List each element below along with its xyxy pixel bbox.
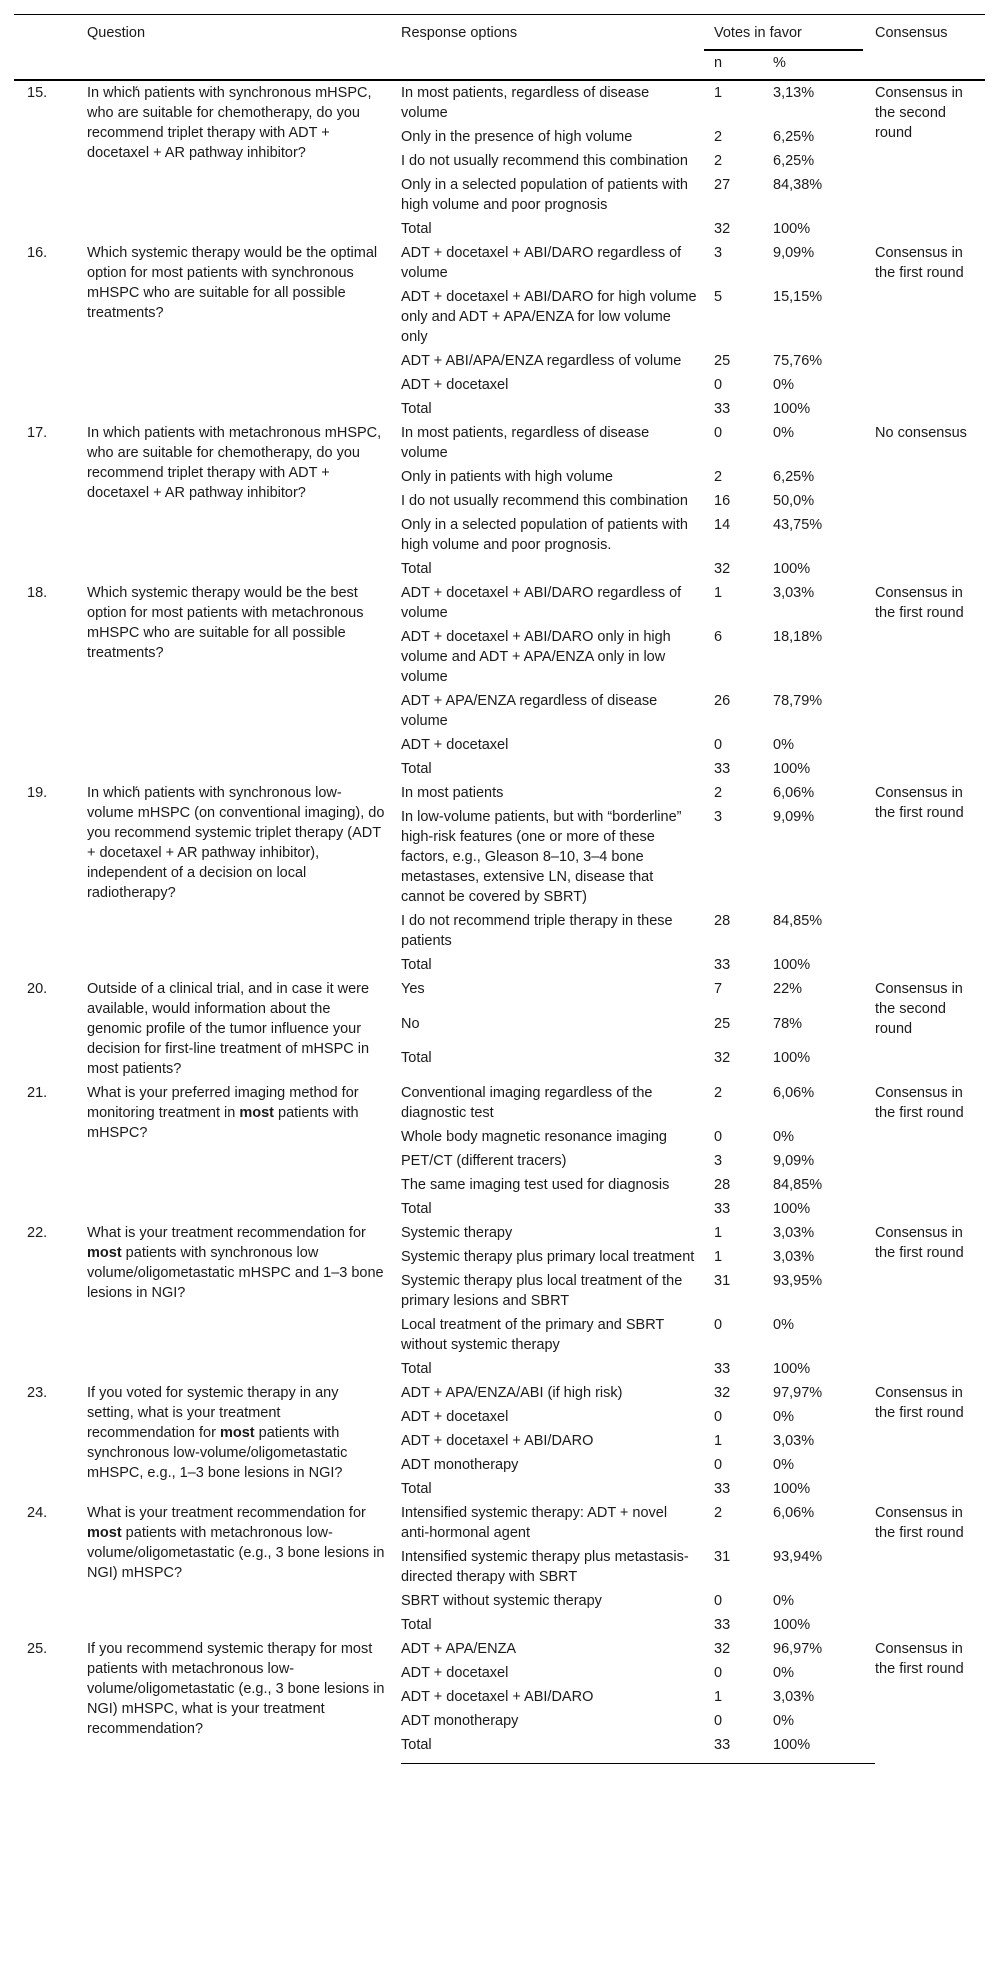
consensus-status: Consensus in the first round — [875, 1641, 964, 1677]
vote-percent: 15,15% — [773, 289, 823, 305]
vote-percent: 84,85% — [773, 1177, 823, 1193]
question-number: 18. — [27, 585, 48, 601]
vote-count: 0 — [714, 1457, 723, 1473]
vote-count: 6 — [714, 629, 723, 645]
response-option: ADT + ABI/APA/ENZA regardless of volume — [401, 353, 682, 369]
vote-count: 2 — [714, 1085, 723, 1101]
vote-percent: 0% — [773, 1129, 794, 1145]
vote-count: 2 — [714, 129, 723, 145]
response-option: ADT + docetaxel + ABI/DARO only in high volume and ADT + APA/ENZA only in low volume — [401, 629, 671, 685]
vote-count: 0 — [714, 1665, 723, 1681]
table-row — [14, 80, 985, 125]
vote-percent: 3,03% — [773, 1689, 815, 1705]
response-total-label: Total — [401, 1733, 714, 1764]
vote-percent: 9,09% — [773, 809, 815, 825]
question-text: In which́ patients with synchronous mHSPC, who are suitable for chemotherapy, do you recommend triplet therapy with ADT + docetaxel + AR pathway inhibitor? — [87, 85, 372, 161]
vote-percent: 3,03% — [773, 585, 815, 601]
vote-count: 28 — [714, 913, 731, 929]
question-fragment: What is your preferred imaging method for monitoring treatment in — [87, 1085, 359, 1121]
response-total-label: Total — [401, 1617, 432, 1633]
response-option: ADT + APA/ENZA regardless of disease volume — [401, 693, 658, 729]
vote-percent: 100% — [773, 561, 811, 577]
vote-count: 5 — [714, 289, 723, 305]
table-row — [14, 781, 985, 805]
response-option: Systemic therapy plus primary local treatment — [401, 1249, 695, 1265]
question-number: 17. — [27, 425, 48, 441]
response-option: ADT + docetaxel — [401, 1665, 509, 1681]
vote-count: 32 — [714, 1641, 731, 1657]
header-n: n — [714, 47, 773, 80]
vote-percent: 0% — [773, 425, 794, 441]
vote-count: 2 — [714, 469, 723, 485]
consensus-status: Consensus in the first round — [875, 1085, 964, 1121]
vote-count: 33 — [714, 957, 731, 973]
consensus-status: Consensus in the first round — [875, 785, 964, 821]
table-row — [14, 421, 985, 465]
question-text: Outside of a clinical trial, and in case it were available, would information about the genomic profile of the tumor influence your decision for first-line treatment of mHSPC in most patients? — [87, 981, 370, 1077]
response-total-label: Total — [401, 221, 432, 237]
question-text: In which patients with metachronous mHSPC, who are suitable for chemotherapy, do you recommend triplet therapy with ADT + docetaxel + AR pathway inhibitor? — [87, 425, 382, 501]
header-number — [14, 15, 87, 48]
vote-percent: 100% — [773, 1201, 811, 1217]
vote-count: 0 — [714, 1317, 723, 1333]
question-number: 21. — [27, 1085, 48, 1101]
consensus-status: Consensus in the first round — [875, 585, 964, 621]
response-total-label: Total — [401, 1361, 432, 1377]
vote-percent: 78% — [773, 1015, 803, 1032]
header-consensus: Consensus — [875, 15, 985, 48]
vote-percent: 0% — [773, 1457, 794, 1473]
question-number: 24. — [27, 1505, 48, 1521]
vote-percent: 0% — [773, 377, 794, 393]
vote-percent: 9,09% — [773, 1153, 815, 1169]
vote-count: 1 — [714, 585, 723, 601]
consensus-status: Consensus in the first round — [875, 1225, 964, 1261]
response-option: Intensified systemic therapy: ADT + novel anti-hormonal agent — [401, 1505, 668, 1541]
response-option: SBRT without systemic therapy — [401, 1593, 602, 1609]
response-total-label: Total — [401, 1481, 432, 1497]
table-row — [14, 241, 985, 285]
table-row — [14, 1381, 985, 1405]
vote-percent: 3,03% — [773, 1433, 815, 1449]
vote-count: 2 — [714, 785, 723, 801]
response-option: In low-volume patients, but with “borderline” high-risk features (one or more of these factors, e.g., Gleason 8–10, 3–4 bone metastases, extensive LN, disease that cannot be covered by SBRT) — [401, 809, 682, 905]
question-number: 19. — [27, 785, 48, 801]
votes-underline — [704, 49, 863, 51]
question-fragment: What is your treatment recommendation for — [87, 1505, 366, 1521]
response-option: ADT monotherapy — [401, 1713, 519, 1729]
vote-count: 27 — [714, 177, 731, 193]
vote-percent: 84,85% — [773, 913, 823, 929]
vote-count: 26 — [714, 693, 731, 709]
consensus-status: Consensus in the first round — [875, 1505, 964, 1541]
response-option: I do not usually recommend this combination — [401, 153, 688, 169]
vote-percent: 100% — [773, 1617, 811, 1633]
table-row — [14, 1637, 985, 1661]
consensus-status: Consensus in the first round — [875, 245, 964, 281]
header-question: Question — [87, 15, 401, 48]
vote-percent: 100% — [773, 1361, 811, 1377]
vote-count: 1 — [714, 1689, 723, 1705]
consensus-status: No consensus — [875, 425, 967, 441]
vote-count: 1 — [714, 1433, 723, 1449]
response-option: ADT + APA/ENZA — [401, 1641, 517, 1657]
header-votes-in-favor — [714, 15, 875, 48]
header-response-options: Response options — [401, 15, 714, 48]
vote-percent: 96,97% — [773, 1641, 823, 1657]
vote-count: 16 — [714, 493, 731, 509]
question-fragment: patients with synchronous low volume/oligometastatic mHSPC and 1–3 bone lesions in NGI? — [87, 1245, 384, 1301]
question-text: Which systemic therapy would be the optimal option for most patients with synchronous mHSPC who are suitable for all possible treatments? — [87, 245, 378, 321]
vote-percent: 0% — [773, 1409, 794, 1425]
question-text: In which́ patients with synchronous low-volume mHSPC (on conventional imaging), do you recommend systemic triplet therapy (ADT + docetaxel + AR pathway inhibitor), independent of a decision on local radiotherapy? — [87, 785, 385, 901]
question-number: 20. — [27, 981, 48, 997]
consensus-status: Consensus in the second round — [875, 981, 963, 1037]
consensus-table — [14, 14, 985, 1764]
question-number: 16. — [27, 245, 48, 261]
vote-count: 2 — [714, 1505, 723, 1521]
header-spacer — [875, 47, 985, 80]
table-row — [14, 977, 985, 1012]
question-text — [87, 1221, 401, 1381]
vote-percent: 50,0% — [773, 493, 815, 509]
question-emphasis: most — [87, 1525, 122, 1541]
response-option: ADT + docetaxel — [401, 737, 509, 753]
response-option: I do not usually recommend this combination — [401, 493, 688, 509]
vote-percent: 43,75% — [773, 517, 823, 533]
vote-percent: 93,95% — [773, 1273, 823, 1289]
response-option: Intensified systemic therapy plus metastasis-directed therapy with SBRT — [401, 1549, 689, 1585]
consensus-status: Consensus in the first round — [875, 1385, 964, 1421]
vote-percent: 0% — [773, 1713, 794, 1729]
vote-percent: 22% — [773, 981, 803, 997]
response-total-label: Total — [401, 1050, 432, 1067]
vote-percent: 93,94% — [773, 1549, 823, 1565]
response-option: Yes — [401, 981, 425, 997]
vote-count: 14 — [714, 517, 731, 533]
response-option: Systemic therapy — [401, 1225, 513, 1241]
vote-percent: 78,79% — [773, 693, 823, 709]
response-option: Local treatment of the primary and SBRT without systemic therapy — [401, 1317, 665, 1353]
vote-percent: 6,06% — [773, 1505, 815, 1521]
question-emphasis: most — [219, 1425, 255, 1441]
vote-count: 28 — [714, 1177, 731, 1193]
vote-count: 3 — [714, 1153, 723, 1169]
vote-count: 33 — [714, 401, 731, 417]
vote-count: 3 — [714, 245, 723, 261]
vote-count: 33 — [714, 1481, 731, 1497]
vote-percent: 75,76% — [773, 353, 823, 369]
vote-count: 0 — [714, 377, 723, 393]
vote-percent: 0% — [773, 1593, 794, 1609]
vote-count: 33 — [714, 1201, 731, 1217]
vote-percent: 3,13% — [773, 85, 815, 101]
vote-percent: 100% — [773, 1050, 811, 1067]
vote-percent: 100% — [773, 401, 811, 417]
vote-count: 0 — [714, 737, 723, 753]
vote-count: 33 — [714, 761, 731, 777]
response-option: In most patients, regardless of disease volume — [401, 425, 650, 461]
vote-count: 1 — [714, 1249, 723, 1265]
response-option: ADT + docetaxel + ABI/DARO for high volume only and ADT + APA/ENZA for low volume only — [401, 289, 697, 345]
vote-percent: 3,03% — [773, 1249, 815, 1265]
vote-count: 25 — [714, 1015, 731, 1032]
vote-count: 0 — [714, 1129, 723, 1145]
header-votes-label: Votes in favor — [714, 25, 802, 41]
vote-percent: 9,09% — [773, 245, 815, 261]
vote-percent: 6,25% — [773, 469, 815, 485]
response-option: No — [401, 1015, 420, 1032]
table-row — [14, 1501, 985, 1545]
response-option: Only in patients with high volume — [401, 469, 613, 485]
vote-count: 32 — [714, 1050, 731, 1067]
vote-percent: 84,38% — [773, 177, 823, 193]
question-emphasis: most — [87, 1245, 122, 1261]
question-text — [87, 1081, 401, 1221]
response-option: The same imaging test used for diagnosis — [401, 1177, 670, 1193]
response-option: ADT + docetaxel — [401, 1409, 509, 1425]
vote-percent: 100% — [773, 221, 811, 237]
vote-count: 33 — [714, 1617, 731, 1633]
response-option: Conventional imaging regardless of the diagnostic test — [401, 1085, 653, 1121]
vote-percent: 100% — [773, 957, 811, 973]
header-spacer — [87, 47, 401, 80]
table-body — [14, 80, 985, 1764]
response-option: In most patients — [401, 785, 504, 801]
vote-percent: 97,97% — [773, 1385, 823, 1401]
question-fragment: What is your treatment recommendation for — [87, 1225, 366, 1241]
question-number: 23. — [27, 1385, 48, 1401]
response-option: I do not recommend triple therapy in these patients — [401, 913, 673, 949]
vote-percent: 100% — [773, 1481, 811, 1497]
response-total-label: Total — [401, 957, 432, 973]
question-number: 15. — [27, 85, 48, 101]
response-option: Systemic therapy plus local treatment of the primary lesions and SBRT — [401, 1273, 683, 1309]
vote-percent: 6,25% — [773, 129, 815, 145]
vote-percent: 6,06% — [773, 785, 815, 801]
vote-count: 7 — [714, 981, 723, 997]
vote-count: 33 — [714, 1361, 731, 1377]
vote-count: 32 — [714, 561, 731, 577]
vote-count: 0 — [714, 1409, 723, 1425]
vote-percent: 0% — [773, 737, 794, 753]
table-row — [14, 1221, 985, 1245]
response-option: ADT + docetaxel + ABI/DARO regardless of volume — [401, 245, 682, 281]
vote-percent: 3,03% — [773, 1225, 815, 1241]
header-spacer — [14, 47, 87, 80]
vote-percent: 0% — [773, 1317, 794, 1333]
response-option: Only in a selected population of patients with high volume and poor prognosis. — [401, 517, 688, 553]
vote-count: 31 — [714, 1273, 731, 1289]
table-row — [14, 581, 985, 625]
response-option: Only in the presence of high volume — [401, 129, 633, 145]
response-option: In most patients, regardless of disease volume — [401, 85, 650, 121]
question-text: If you recommend systemic therapy for most patients with metachronous low-volume/oligometastatic (e.g., 3 bone lesions in NGI) mHSPC, what is your treatment recommendation? — [87, 1641, 385, 1737]
header-spacer — [401, 47, 714, 80]
question-fragment: patients with mHSPC? — [87, 1105, 359, 1141]
vote-count: 3 — [714, 809, 723, 825]
vote-percent: 100% — [773, 1733, 875, 1764]
response-option: Whole body magnetic resonance imaging — [401, 1129, 667, 1145]
table-row — [14, 1081, 985, 1125]
question-number: 25. — [27, 1641, 48, 1657]
response-option: ADT + docetaxel + ABI/DARO — [401, 1689, 594, 1705]
question-text: Which systemic therapy would be the best option for most patients with metachronous mHSPC who are suitable for all possible treatments? — [87, 585, 364, 661]
response-option: ADT + docetaxel + ABI/DARO regardless of volume — [401, 585, 682, 621]
response-total-label: Total — [401, 761, 432, 777]
response-total-label: Total — [401, 1201, 432, 1217]
vote-count: 0 — [714, 1593, 723, 1609]
response-option: ADT + docetaxel + ABI/DARO — [401, 1433, 594, 1449]
vote-count: 33 — [714, 1733, 773, 1764]
question-fragment: If you voted for systemic therapy in any setting, what is your treatment recommendation for — [87, 1385, 339, 1441]
vote-percent: 6,06% — [773, 1085, 815, 1101]
table-header — [14, 15, 985, 81]
response-total-label: Total — [401, 401, 432, 417]
vote-percent: 100% — [773, 761, 811, 777]
response-option: ADT monotherapy — [401, 1457, 519, 1473]
vote-count: 31 — [714, 1549, 731, 1565]
response-option: PET/CT (different tracers) — [401, 1153, 567, 1169]
question-number: 22. — [27, 1225, 48, 1241]
vote-count: 25 — [714, 353, 731, 369]
response-option: ADT + docetaxel — [401, 377, 509, 393]
vote-count: 1 — [714, 1225, 723, 1241]
question-fragment: patients with metachronous low-volume/oligometastatic (e.g., 3 bone lesions in NGI) mHSPC? — [87, 1525, 385, 1581]
vote-percent: 6,25% — [773, 153, 815, 169]
vote-count: 0 — [714, 425, 723, 441]
header-percent: % — [773, 47, 875, 80]
vote-count: 2 — [714, 153, 723, 169]
response-option: Only in a selected population of patients with high volume and poor prognosis — [401, 177, 688, 213]
vote-percent: 18,18% — [773, 629, 823, 645]
vote-count: 32 — [714, 221, 731, 237]
question-text — [87, 1381, 401, 1501]
question-fragment: patients with synchronous low-volume/oligometastatic mHSPC, e.g., 1–3 bone lesions in NGI? — [87, 1425, 348, 1481]
vote-percent: 0% — [773, 1665, 794, 1681]
vote-count: 0 — [714, 1713, 723, 1729]
vote-count: 1 — [714, 85, 723, 101]
question-text — [87, 1501, 401, 1637]
response-total-label: Total — [401, 561, 432, 577]
consensus-status: Consensus in the second round — [875, 85, 963, 141]
response-option: ADT + APA/ENZA/ABI (if high risk) — [401, 1385, 623, 1401]
question-emphasis: most — [239, 1105, 274, 1121]
vote-count: 32 — [714, 1385, 731, 1401]
